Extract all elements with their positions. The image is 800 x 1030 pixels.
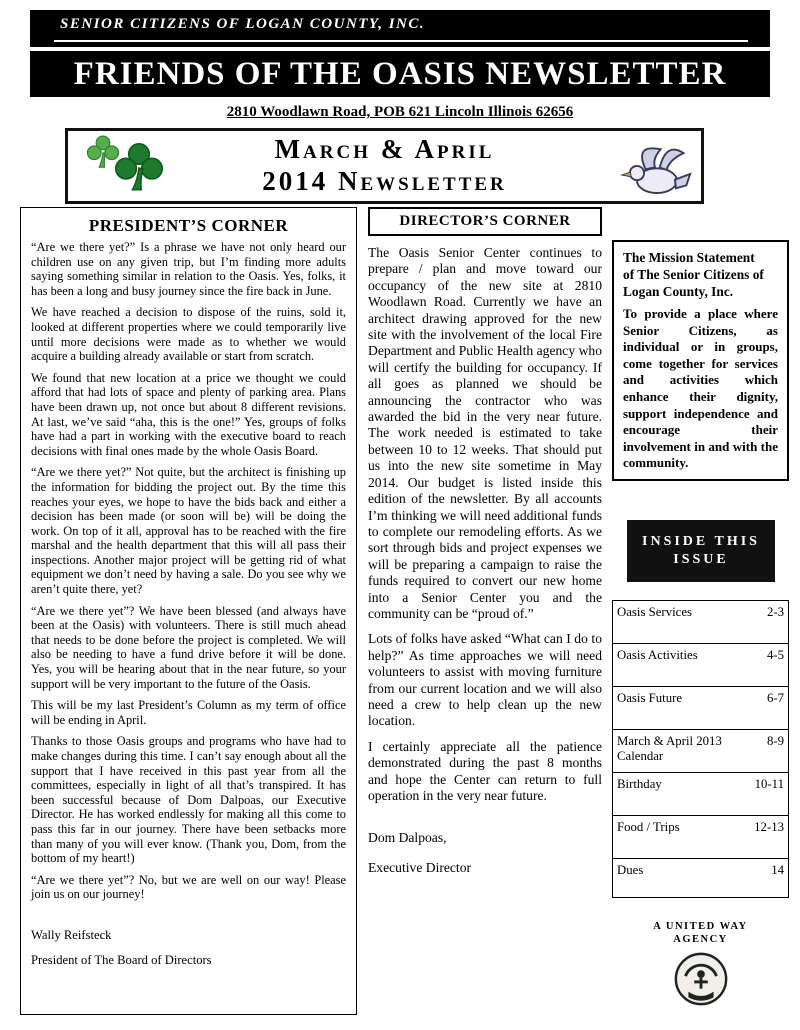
- toc-pages: 4-5: [766, 648, 784, 662]
- united-way-line2: AGENCY: [673, 934, 728, 945]
- toc-pages: 2-3: [766, 605, 784, 619]
- director-signature: [368, 830, 602, 876]
- toc-row: [613, 773, 788, 816]
- inside-issue-line2: ISSUE: [673, 552, 729, 567]
- toc-pages: 14: [771, 863, 784, 877]
- toc-pages: 12-13: [754, 820, 784, 834]
- president-paragraph: This will be my last President’s Column as my term of office will be ending in April.: [31, 698, 346, 727]
- president-paragraph: We have reached a decision to dispose of the ruins, sold it, looked at different properties where we could temporarily live until more decisions were made as to whether we would acquire a building already available or start from scratch.: [31, 305, 346, 364]
- directors-corner-heading: DIRECTOR’S CORNER: [368, 207, 602, 236]
- toc-row: [613, 687, 788, 730]
- directors-corner-section: [368, 207, 602, 890]
- toc-label: Dues: [617, 863, 644, 877]
- united-way-logo-icon: [612, 950, 789, 1013]
- mission-body: To provide a place where Senior Citizens, as individual or in groups, come together for services and activities which enhance their dignity, support independence and encourage their involvement in and with the community.: [623, 306, 778, 471]
- mission-heading-line3: Logan County, Inc.: [623, 284, 734, 299]
- president-paragraph: “Are we there yet”? We have been blessed (and always have been at the Oasis) with volunteers. There is still much ahead that needs to be done before the project is completed. We will also be needing to have a fund drive before it will be done. Yes, you will be hearing about that in the near future, so your support will be very important to the future of the Oasis.: [31, 603, 346, 691]
- director-paragraph: Lots of folks have asked “What can I do to help?” As time approaches we will need volunteers to assist with moving furniture from our current location and we will also need a crew to help clean up the new location.: [368, 631, 602, 729]
- table-of-contents: [612, 600, 789, 898]
- president-signature-title: President of The Board of Directors: [31, 952, 212, 967]
- president-paragraph: We found that new location at a price we thought we could afford that had lots of space and plenty of parking area. Plans have been drawn up, not once but about 8 different revisions. At last, we’ve said “aha, this is the one!” Yes, groups of folks have had a part in working with the executive board to reach decisions with final ones made by the whole Oasis Board.: [31, 370, 346, 458]
- president-paragraph: Thanks to those Oasis groups and programs who have had to make changes during this time. I can’t say enough about all the support that I have received in this past year from all the committees, especially in light of all that’s transpired. It has been successful because of Dom Dalpoas, our Executive Director. He has worked endlessly for making all this come to pass this far in our journey. There have been setbacks more than many of you will ever know. (Thank you, Dom, from the bottom of my heart!): [31, 734, 346, 866]
- inside-this-issue-box: [627, 520, 775, 582]
- issue-banner: [65, 128, 704, 204]
- president-paragraph: “Are we there yet”? No, but we are well on our way! Please join us on our journey!: [31, 872, 346, 902]
- president-paragraph: “Are we there yet?” Not quite, but the architect is finishing up the information for bidding the project out. By the time this reaches your eyes, we hope to have the bids back and either a decision has been made (or soon will be) will be doing the work. On top of it all, approval has to be reached with the fire marshal and the health department that this will all pass their inspections. Another major project will be getting rid of what equipment we don’t need by having a sale. Do you see why we aren’t quite there, yet?: [31, 465, 346, 597]
- president-paragraph: “Are we there yet?” Is a phrase we have not only heard our children use on any given trip, but I’m finding more adults saying something similar in relation to the Oasis. Yes, folks, it has been a long and busy journey since the fire back in June.: [31, 240, 346, 298]
- toc-label: Oasis Activities: [617, 648, 698, 662]
- mission-heading-line1: The Mission Statement: [623, 250, 755, 265]
- toc-label: Oasis Services: [617, 605, 692, 619]
- toc-pages: 10-11: [754, 777, 784, 791]
- presidents-corner-heading: PRESIDENT’S CORNER: [88, 216, 289, 235]
- org-banner: [30, 10, 770, 47]
- president-signature-name: Wally Reifsteck: [31, 927, 112, 942]
- org-banner-rule: [54, 40, 748, 42]
- director-paragraph: The Oasis Senior Center continues to prepare / plan and move toward our occupancy of the new site at 2810 Woodlawn Road. Currently we have an architect drawing approved for the new site with the involvement of the local Fire Department and Public Health agency who will certify the building for occupancy. If all goes as planned we should be announcing the contractor who was awarded the bid in the very near future. The work needed is estimated to take between 10 to 12 weeks. That should put us into the new site sometime in May 2014. Our budget is listed inside this edition of the newsletter. By all accounts I’m thinking we will need additional funds to complete our remodeling efforts. As we sort through bids and project expenses we will be preparing a campaign to raise the funds required to convert our new home into a Senior Center you and the community can be “proud of.”: [368, 245, 602, 621]
- toc-row: [613, 730, 788, 773]
- director-paragraph: I certainly appreciate all the patience demonstrated during the past 8 months and hope the Center can return to full operation in the very near future.: [368, 738, 602, 803]
- presidents-corner-section: [20, 207, 357, 1015]
- newsletter-title: FRIENDS OF THE OASIS NEWSLETTER: [73, 56, 727, 92]
- united-way-line1: A UNITED WAY: [653, 921, 748, 932]
- director-signature-title: Executive Director: [368, 860, 472, 876]
- president-signature: [31, 928, 346, 968]
- mission-statement-box: [612, 240, 789, 481]
- newsletter-title-bar: [30, 51, 770, 97]
- toc-row: [613, 816, 788, 859]
- toc-pages: 6-7: [766, 691, 784, 705]
- dove-icon: [617, 135, 693, 213]
- issue-title-line2: 2014 Newsletter: [262, 166, 507, 196]
- issue-title: [68, 133, 701, 197]
- mission-heading-line2: of The Senior Citizens of: [623, 267, 764, 282]
- issue-title-line1: March & April: [274, 134, 495, 164]
- inside-issue-line1: INSIDE THIS: [642, 534, 760, 549]
- address-line: 2810 Woodlawn Road, POB 621 Lincoln Illinois 62656: [226, 104, 574, 120]
- toc-label: Birthday: [617, 777, 662, 791]
- toc-row: [613, 859, 788, 897]
- org-name: SENIOR CITIZENS OF LOGAN COUNTY, INC.: [60, 16, 426, 32]
- toc-row: [613, 601, 788, 644]
- toc-label: March & April 2013 Calendar: [617, 734, 722, 763]
- toc-label: Oasis Future: [617, 691, 683, 705]
- toc-pages: 8-9: [766, 734, 784, 748]
- director-signature-name: Dom Dalpoas,: [368, 830, 447, 846]
- toc-row: [613, 644, 788, 687]
- toc-label: Food / Trips: [617, 820, 680, 834]
- united-way-block: [612, 920, 789, 1013]
- mission-heading: [623, 249, 778, 300]
